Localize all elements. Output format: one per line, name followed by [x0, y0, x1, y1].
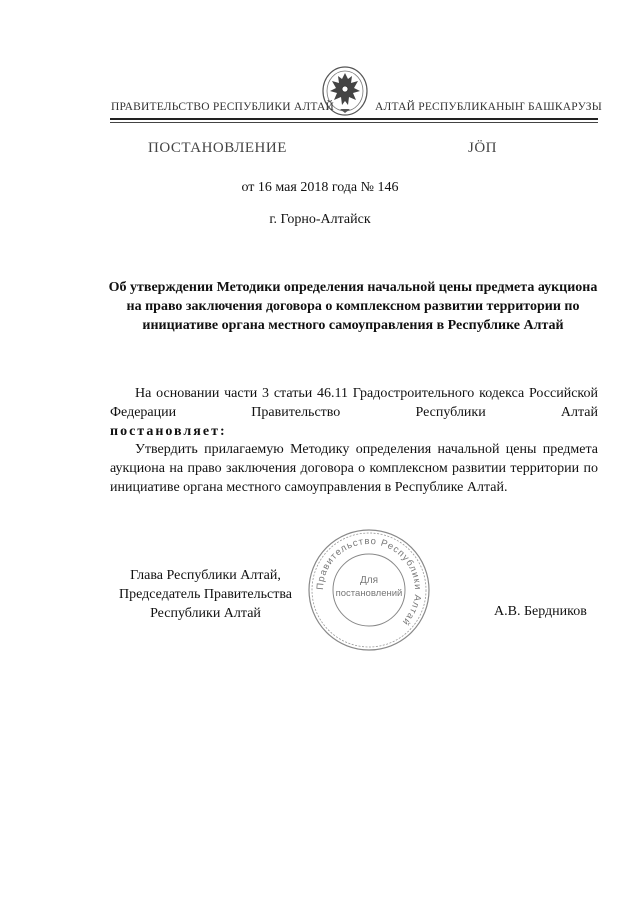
header-government-name-alt: АЛТАЙ РЕСПУБЛИКАНЫҤ БАШКАРУЗЫ	[375, 101, 602, 113]
signatory-position-line-3: Республики Алтай	[150, 606, 261, 621]
body-paragraph-1-emphasis: постановляет:	[110, 424, 227, 439]
document-title: Об утверждении Методики определения начальной цены предмета аукциона на право заключения договора о комплексном развитии территории по инициативе органа местного самоуправления в Республике Алтай	[108, 280, 598, 333]
header-divider-thick	[110, 118, 598, 120]
document-date-number: от 16 мая 2018 года № 146	[241, 180, 399, 195]
body-paragraph-2: Утвердить прилагаемую Методику определения начальной цены предмета аукциона на право заключения договора о комплексном развитии территории по инициативе органа местного самоуправления в Республике Алтай.	[110, 442, 598, 495]
body-paragraph-1: На основании части 3 статьи 46.11 Градостроительного кодекса Российской Федерации Правительство Республики Алтай	[110, 386, 598, 420]
signatory-name: А.В. Бердников	[494, 604, 587, 619]
document-city: г. Горно-Алтайск	[269, 212, 371, 227]
stamp-inner-line-2: постановлений	[335, 588, 403, 599]
signatory-position	[108, 566, 303, 623]
official-stamp	[306, 527, 432, 653]
stamp-outer-text: Правительство Республики Алтай	[314, 535, 424, 628]
doc-type-alt: ЈӦП	[468, 140, 498, 156]
header-government-name-ru: ПРАВИТЕЛЬСТВО РЕСПУБЛИКИ АЛТАЙ	[111, 101, 335, 113]
doc-type-ru: ПОСТАНОВЛЕНИЕ	[148, 140, 287, 156]
stamp-inner-line-1: Для	[359, 575, 379, 586]
signatory-position-line-1: Глава Республики Алтай,	[130, 568, 281, 583]
signatory-position-line-2: Председатель Правительства	[119, 587, 292, 602]
header-divider-thin	[110, 122, 598, 123]
